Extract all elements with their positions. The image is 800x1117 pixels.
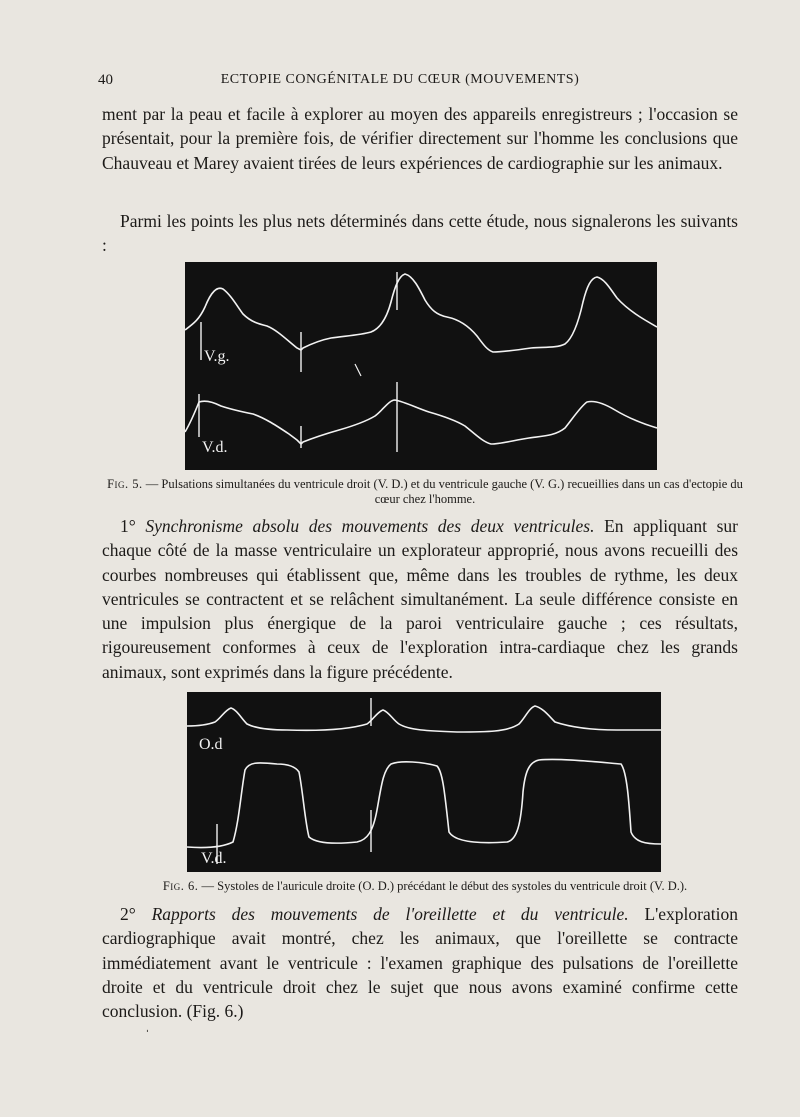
paragraph-auricle-ventricle — [102, 902, 738, 1023]
auricle-heading: Rapports des mouvements de l'oreillette et du ventricule. — [151, 904, 629, 924]
auricle-number: 2° — [120, 904, 152, 924]
paragraph-intro-text: Parmi les points les plus nets déterminés dans cette étude, nous signalerons les suivants : — [102, 211, 738, 256]
figure-5-tracing — [185, 262, 657, 470]
figure-5-svg — [185, 262, 657, 470]
figure-6-caption-text: — Systoles de l'auricule droite (O. D.) précédant le début des systoles du ventricule droit (V. D.). — [198, 879, 688, 893]
fig6-label-auricle: O.d — [199, 736, 223, 753]
fig5-right-ventricle-trace — [185, 400, 657, 444]
auricle-body: L'exploration cardiographique avait montré, chez les animaux, que l'oreillette se contracte immédiatement avant le ventricule : l'examen graphique des pulsations de l'oreillette droite et du ventricule droit chez le sujet que nous avons examiné confirme cette conclusion. (Fig. 6.) — [102, 904, 738, 1022]
figure-6-tracing — [187, 692, 661, 872]
fig5-left-ventricle-trace — [185, 274, 657, 352]
fig5-stray-stroke — [355, 364, 361, 376]
running-head: ECTOPIE CONGÉNITALE DU CŒUR (MOUVEMENTS) — [220, 72, 580, 87]
figure-5-caption-text: — Pulsations simultanées du ventricule droit (V. D.) et du ventricule gauche (V. G.) recueillies dans un cas d'ectopie du cœur chez l'homme. — [142, 477, 743, 506]
fig6-label-ventricle: V.d. — [201, 850, 227, 867]
synchronism-number: 1° — [120, 516, 146, 536]
paragraph-continuation: ment par la peau et facile à explorer au moyen des appareils enregistreurs ; l'occasion se présentait, pour la première fois, de vérifier directement sur l'homme les conclusions que Chauveau et Marey avaient tirées de leurs expériences de cardiographie sur les animaux. — [102, 104, 738, 173]
figure-5-caption-label: Fig. 5. — [107, 477, 143, 491]
fig5-label-right-ventricle: V.d. — [202, 439, 228, 456]
figure-6-caption-label: Fig. 6. — [162, 879, 199, 893]
paragraph-synchronism — [102, 514, 738, 684]
figure-6-svg — [187, 692, 661, 872]
fig6-ventricle-trace — [187, 759, 661, 847]
fig6-auricle-trace — [187, 706, 661, 732]
synchronism-body: En appliquant sur chaque côté de la masse ventriculaire un explorateur approprié, nous avons recueilli des courbes nombreuses qui établissent que, même dans les troubles de rythme, les deux ventricules se contractent et se relâchent simultanément. La seule différence consiste en une impulsion plus énergique de la paroi ventriculaire gauche ; ces résultats, rigoureusement conformes à ceux de l'exploration intra-cardiaque chez les grands animaux, sont exprimés dans la figure précédente. — [102, 516, 738, 682]
synchronism-heading: Synchronisme absolu des mouvements des deux ventricules. — [145, 516, 595, 536]
paragraph-intro-points — [102, 209, 738, 258]
fig5-label-left-ventricle: V.g. — [204, 348, 230, 365]
ink-speck: ˌ — [145, 1018, 150, 1033]
page-number: 40 — [98, 72, 113, 88]
figure-6-caption — [100, 879, 750, 894]
figure-5-caption — [100, 477, 750, 507]
